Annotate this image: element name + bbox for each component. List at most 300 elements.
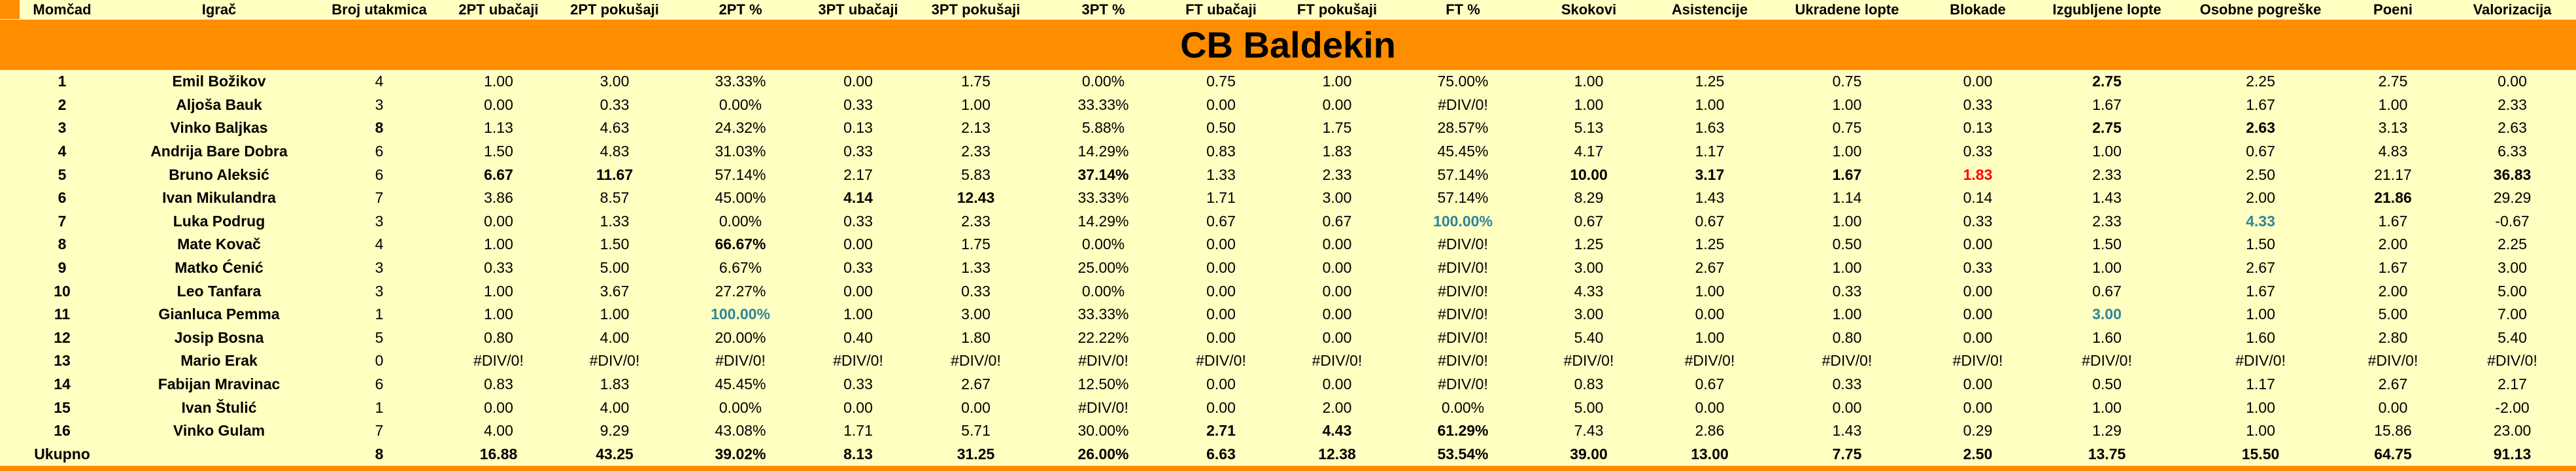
stat-cell[interactable]: 20.00% [715,328,766,346]
col-header-blokade[interactable]: Blokade [1925,0,2030,20]
col-header-momcad[interactable]: Momčad [0,0,124,20]
stat-cell[interactable]: #DIV/0! [1312,352,1363,370]
stat-cell[interactable]: 1.00 [1832,212,1862,230]
stat-cell[interactable]: 1.33 [1206,166,1236,183]
col-header-broj-utakmica[interactable]: Broj utakmica [314,0,445,20]
row-number[interactable]: 15 [54,398,71,416]
stat-cell[interactable]: 27.27% [715,282,766,300]
col-header-igrac[interactable]: Igrač [124,0,314,20]
stat-cell[interactable]: 1.25 [1574,236,1604,253]
stat-cell[interactable]: 23.00 [2493,422,2532,440]
stat-cell[interactable]: 0.67 [1695,212,1725,230]
stat-cell[interactable]: #DIV/0! [1438,328,1488,346]
stat-cell[interactable]: 0.00 [843,282,873,300]
stat-cell[interactable]: #DIV/0! [1563,352,1614,370]
stat-cell[interactable]: 2.25 [2498,236,2527,253]
stat-cell[interactable]: 2.17 [843,166,873,183]
stat-cell[interactable]: 4.00 [600,398,630,416]
stat-cell[interactable]: 1.13 [484,119,513,137]
stat-cell[interactable]: 13.00 [1691,445,1729,462]
stat-cell[interactable]: #DIV/0! [473,352,524,370]
stat-cell[interactable]: 0.00 [1695,398,1725,416]
col-header-ft-ubacaji[interactable]: FT ubačaji [1167,0,1275,20]
stat-cell[interactable]: 2.00 [2378,236,2408,253]
stat-cell[interactable]: 1.00 [1832,259,1862,277]
stat-cell[interactable]: 33.33% [1077,305,1129,323]
stat-cell[interactable]: 61.29% [1437,422,1489,440]
stat-cell[interactable]: 0.33 [961,282,991,300]
stat-cell[interactable]: 2.25 [2246,73,2275,90]
stat-cell[interactable]: 0.00 [843,398,873,416]
stat-cell[interactable]: 1.71 [1206,189,1236,207]
stat-cell[interactable]: 1.00 [2378,96,2408,113]
stat-cell[interactable]: #DIV/0! [1438,236,1488,253]
stat-cell[interactable]: 4 [375,236,384,253]
stat-cell[interactable]: #DIV/0! [1438,282,1488,300]
stat-cell[interactable]: 3.17 [1695,166,1725,183]
stat-cell[interactable]: 3 [375,282,384,300]
stat-cell[interactable]: #DIV/0! [2082,352,2132,370]
stat-cell[interactable]: 2.33 [961,212,991,230]
player-name[interactable]: Matko Ćenić [175,259,263,277]
stat-cell[interactable]: 1.00 [484,73,513,90]
stat-cell[interactable]: 53.54% [1437,445,1489,462]
row-number[interactable]: 14 [54,375,71,393]
stat-cell[interactable]: 1.33 [961,259,991,277]
stat-cell[interactable]: 5.00 [2378,305,2408,323]
stat-cell[interactable]: 0.00% [719,96,762,113]
stat-cell[interactable]: 1.00 [1695,282,1725,300]
stat-cell[interactable]: 0.83 [1206,143,1236,160]
stat-cell[interactable]: 45.00% [715,189,766,207]
stat-cell[interactable]: 1.25 [1695,73,1725,90]
stat-cell[interactable]: 3 [375,259,384,277]
stat-cell[interactable]: 4.83 [600,143,630,160]
stat-cell[interactable]: 0.00 [1206,282,1236,300]
stat-cell[interactable]: 33.33% [715,73,766,90]
stat-cell[interactable]: 57.14% [1437,189,1489,207]
stat-cell[interactable]: 2.63 [2498,119,2527,137]
stat-cell[interactable]: 0.00 [1322,96,1352,113]
row-number[interactable]: 2 [58,96,67,113]
stat-cell[interactable]: 6 [375,143,384,160]
stat-cell[interactable]: 0.33 [1832,282,1862,300]
stat-cell[interactable]: 1.29 [2092,422,2122,440]
stat-cell[interactable]: 0.75 [1832,73,1862,90]
stat-cell[interactable]: 5.00 [1574,398,1604,416]
stat-cell[interactable]: 75.00% [1437,73,1489,90]
stat-cell[interactable]: 7 [375,189,384,207]
stat-cell[interactable]: 0.00 [1963,282,1993,300]
stat-cell[interactable]: 10.00 [1570,166,1608,183]
stat-cell[interactable]: 2.00 [1322,398,1352,416]
stat-cell[interactable]: 0.33 [600,96,630,113]
stat-cell[interactable]: 1.80 [961,328,991,346]
stat-cell[interactable]: 1.75 [1322,119,1352,137]
stat-cell[interactable]: 4.43 [1322,422,1352,440]
stat-cell[interactable]: 14.29% [1077,143,1129,160]
stat-cell[interactable]: 0.33 [1963,259,1993,277]
stat-cell[interactable]: 0.00 [1963,73,1993,90]
stat-cell[interactable]: 0.75 [1832,119,1862,137]
stat-cell[interactable]: 3.00 [961,305,991,323]
stat-cell[interactable]: 4.33 [1574,282,1604,300]
stat-cell[interactable]: 0.67 [1574,212,1604,230]
stat-cell[interactable]: 0.80 [1832,328,1862,346]
stat-cell[interactable]: 5.00 [2498,282,2527,300]
stat-cell[interactable]: 1.67 [2378,212,2408,230]
stat-cell[interactable]: 1.43 [2092,189,2122,207]
stat-cell[interactable]: 15.86 [2374,422,2412,440]
stat-cell[interactable]: 0.50 [1206,119,1236,137]
stat-cell[interactable]: 1.00 [2092,143,2122,160]
stat-cell[interactable]: #DIV/0! [589,352,640,370]
stat-cell[interactable]: 0.00% [1081,236,1125,253]
stat-cell[interactable]: 1.00 [1574,96,1604,113]
stat-cell[interactable]: 1.67 [1832,166,1862,183]
stat-cell[interactable]: 33.33% [1077,189,1129,207]
stat-cell[interactable]: 0.75 [1206,73,1236,90]
stat-cell[interactable]: 6 [375,166,384,183]
stat-cell[interactable]: 7.75 [1832,445,1862,462]
stat-cell[interactable]: 21.86 [2374,189,2412,207]
stat-cell[interactable]: 3.00 [1322,189,1352,207]
stat-cell[interactable]: 64.75 [2374,445,2412,462]
stat-cell[interactable]: 0.00 [1322,282,1352,300]
col-header-osobne-pogreske[interactable]: Osobne pogreške [2184,0,2337,20]
stat-cell[interactable]: 28.57% [1437,119,1489,137]
col-header-2pt-ubacaji[interactable]: 2PT ubačaji [445,0,552,20]
col-header-asistencije[interactable]: Asistencije [1651,0,1769,20]
stat-cell[interactable]: 1.00 [1832,143,1862,160]
stat-cell[interactable]: 4.00 [600,328,630,346]
stat-cell[interactable]: 2.17 [2498,375,2527,393]
stat-cell[interactable]: 0.00 [1963,305,1993,323]
player-name[interactable]: Leo Tanfara [177,282,262,300]
team-banner[interactable]: CB Baldekin [0,20,2576,70]
player-name[interactable]: Luka Podrug [173,212,265,230]
stat-cell[interactable]: 0.00 [2498,73,2527,90]
stat-cell[interactable]: #DIV/0! [2367,352,2418,370]
stat-cell[interactable]: 1.00 [2246,398,2275,416]
col-header-ft-pct[interactable]: FT % [1399,0,1527,20]
col-header-2pt-pokusaji[interactable]: 2PT pokušaji [552,0,677,20]
stat-cell[interactable]: 33.33% [1077,96,1129,113]
stat-cell[interactable]: 4.14 [843,189,873,207]
stat-cell[interactable]: 3 [375,212,384,230]
row-number[interactable]: 13 [54,352,71,370]
player-name[interactable]: Gianluca Pemma [158,305,280,323]
stat-cell[interactable]: 1.50 [2246,236,2275,253]
stat-cell[interactable]: 100.00% [711,305,770,323]
stat-cell[interactable]: 1.83 [1322,143,1352,160]
stat-cell[interactable]: 36.83 [2493,166,2532,183]
stat-cell[interactable]: 24.32% [715,119,766,137]
stat-cell[interactable]: 100.00% [1433,212,1493,230]
stat-cell[interactable]: #DIV/0! [1078,398,1128,416]
stat-cell[interactable]: 66.67% [715,236,766,253]
stat-cell[interactable]: 30.00% [1077,422,1129,440]
stat-cell[interactable]: #DIV/0! [1438,305,1488,323]
stat-cell[interactable]: #DIV/0! [1952,352,2003,370]
row-number[interactable]: 6 [58,189,67,207]
stat-cell[interactable]: 1.83 [1963,166,1993,183]
stat-cell[interactable]: 7.43 [1574,422,1604,440]
player-name[interactable]: Andrija Bare Dobra [150,143,288,160]
stat-cell[interactable]: 1.63 [1695,119,1725,137]
stat-cell[interactable]: 6.33 [2498,143,2527,160]
stat-cell[interactable]: 1.00 [1832,305,1862,323]
stat-cell[interactable]: 1.25 [1695,236,1725,253]
stat-cell[interactable]: 1 [375,398,384,416]
stat-cell[interactable]: 11.67 [596,166,634,183]
stat-cell[interactable]: 0.67 [2246,143,2275,160]
row-number[interactable]: 3 [58,119,67,137]
stat-cell[interactable]: 8.57 [600,189,630,207]
stat-cell[interactable]: 0.00% [1441,398,1485,416]
stat-cell[interactable]: 0.00 [1206,375,1236,393]
stat-cell[interactable]: 1.75 [961,73,991,90]
stat-cell[interactable]: 45.45% [715,375,766,393]
col-header-3pt-pokusaji[interactable]: 3PT pokušaji [912,0,1040,20]
stat-cell[interactable]: 0.33 [843,375,873,393]
stat-cell[interactable]: 1.33 [600,212,630,230]
stat-cell[interactable]: 0.13 [1963,119,1993,137]
stat-cell[interactable]: 3.00 [1574,305,1604,323]
stat-cell[interactable]: 0.00 [1322,328,1352,346]
stat-cell[interactable]: 0.50 [2092,375,2122,393]
col-header-ft-pokusaji[interactable]: FT pokušaji [1275,0,1399,20]
stat-cell[interactable]: 3.00 [600,73,630,90]
stat-cell[interactable]: 0.67 [1206,212,1236,230]
stat-cell[interactable]: 8 [375,119,384,137]
stat-cell[interactable]: 25.00% [1077,259,1129,277]
row-number[interactable]: 8 [58,236,67,253]
player-name[interactable]: Mario Erak [180,352,258,370]
stat-cell[interactable]: 5.83 [961,166,991,183]
player-name[interactable]: Aljoša Bauk [176,96,262,113]
stat-cell[interactable]: 1.00 [1322,73,1352,90]
row-number[interactable]: 4 [58,143,67,160]
stat-cell[interactable]: 0.00 [2378,398,2408,416]
stat-cell[interactable]: 2.13 [961,119,991,137]
stat-cell[interactable]: 4.83 [2378,143,2408,160]
stat-cell[interactable]: 1.17 [2246,375,2275,393]
stat-cell[interactable]: 91.13 [2493,445,2532,462]
stat-cell[interactable]: 5.71 [961,422,991,440]
stat-cell[interactable]: #DIV/0! [1438,96,1488,113]
stat-cell[interactable]: 1.00 [1574,73,1604,90]
row-number[interactable]: 9 [58,259,67,277]
stat-cell[interactable]: 0.33 [843,259,873,277]
stat-cell[interactable]: 0.67 [1695,375,1725,393]
row-number[interactable]: 7 [58,212,67,230]
stat-cell[interactable]: #DIV/0! [1684,352,1735,370]
stat-cell[interactable]: 1.14 [1832,189,1862,207]
stat-cell[interactable]: 16.88 [479,445,518,462]
stat-cell[interactable]: #DIV/0! [1438,375,1488,393]
stat-cell[interactable]: 0.00% [1081,282,1125,300]
stat-cell[interactable]: 4.17 [1574,143,1604,160]
stat-cell[interactable]: 8.13 [843,445,873,462]
stat-cell[interactable]: 1.00 [2092,259,2122,277]
stat-cell[interactable]: 26.00% [1077,445,1129,462]
player-name[interactable]: Fabijan Mravinac [158,375,280,393]
stat-cell[interactable]: 1.75 [961,236,991,253]
stat-cell[interactable]: 1.67 [2378,259,2408,277]
stat-cell[interactable]: 1.83 [600,375,630,393]
player-name[interactable]: Ivan Mikulandra [162,189,276,207]
stat-cell[interactable]: 0.50 [1832,236,1862,253]
stat-cell[interactable]: 22.22% [1077,328,1129,346]
stat-cell[interactable]: 43.08% [715,422,766,440]
stat-cell[interactable]: 3 [375,96,384,113]
stat-cell[interactable]: 15.50 [2241,445,2280,462]
stat-cell[interactable]: 0.67 [1322,212,1352,230]
stat-cell[interactable]: 8 [375,445,384,462]
stat-cell[interactable]: 31.25 [957,445,995,462]
stat-cell[interactable]: 0.00 [484,212,513,230]
col-header-izgubljene-lopte[interactable]: Izgubljene lopte [2030,0,2184,20]
stat-cell[interactable]: 1.50 [2092,236,2122,253]
stat-cell[interactable]: #DIV/0! [1078,352,1128,370]
stat-cell[interactable]: 5.00 [600,259,630,277]
stat-cell[interactable]: 5.40 [2498,328,2527,346]
stat-cell[interactable]: 12.38 [1318,445,1356,462]
stat-cell[interactable]: 8.29 [1574,189,1604,207]
stat-cell[interactable]: 0.00 [484,398,513,416]
stat-cell[interactable]: 0.00 [484,96,513,113]
stat-cell[interactable]: 6.63 [1206,445,1236,462]
stat-cell[interactable]: 6 [375,375,384,393]
stat-cell[interactable]: 0.33 [484,259,513,277]
stat-cell[interactable]: 2.33 [2092,212,2122,230]
stat-cell[interactable]: #DIV/0! [1822,352,1873,370]
stat-cell[interactable]: 5 [375,328,384,346]
stat-cell[interactable]: 2.75 [2092,119,2122,137]
row-number[interactable]: 11 [54,305,71,323]
stat-cell[interactable]: 2.67 [2378,375,2408,393]
stat-cell[interactable]: 12.50% [1077,375,1129,393]
stat-cell[interactable]: -2.00 [2495,398,2530,416]
stat-cell[interactable]: 2.86 [1695,422,1725,440]
stat-cell[interactable]: 0.33 [843,96,873,113]
player-name[interactable]: Ivan Štulić [181,398,257,416]
stat-cell[interactable]: 0.00 [1963,236,1993,253]
stat-cell[interactable]: 4.33 [2246,212,2275,230]
stat-cell[interactable]: 31.03% [715,143,766,160]
stat-cell[interactable]: 0.00% [719,212,762,230]
stat-cell[interactable]: 1.00 [1695,96,1725,113]
col-header-poeni[interactable]: Poeni [2337,0,2449,20]
stat-cell[interactable]: 0.00 [1206,305,1236,323]
stat-cell[interactable]: 2.63 [2246,119,2275,137]
stat-cell[interactable]: 1.00 [1695,328,1725,346]
stat-cell[interactable]: 2.71 [1206,422,1236,440]
stat-cell[interactable]: #DIV/0! [2487,352,2537,370]
stat-cell[interactable]: 0.13 [843,119,873,137]
stat-cell[interactable]: 3.13 [2378,119,2408,137]
stat-cell[interactable]: 0.00 [1695,305,1725,323]
stat-cell[interactable]: 0.00 [1206,398,1236,416]
stat-cell[interactable]: 0.33 [1963,143,1993,160]
stat-cell[interactable]: 0.00 [1206,236,1236,253]
stat-cell[interactable]: 0 [375,352,384,370]
stat-cell[interactable]: 0.40 [843,328,873,346]
stat-cell[interactable]: 1.67 [2092,96,2122,113]
stat-cell[interactable]: 1.00 [2092,398,2122,416]
stat-cell[interactable]: 1.00 [2246,305,2275,323]
stat-cell[interactable]: 2.67 [2246,259,2275,277]
stat-cell[interactable]: 2.00 [2246,189,2275,207]
stat-cell[interactable]: 0.80 [484,328,513,346]
stat-cell[interactable]: 4.63 [600,119,630,137]
stat-cell[interactable]: 0.33 [843,143,873,160]
row-number[interactable]: 1 [58,73,67,90]
stat-cell[interactable]: 5.88% [1081,119,1125,137]
stat-cell[interactable]: 7 [375,422,384,440]
col-header-ukradene-lopte[interactable]: Ukradene lopte [1769,0,1925,20]
stat-cell[interactable]: 1.00 [484,282,513,300]
player-name[interactable]: Bruno Aleksić [169,166,269,183]
stat-cell[interactable]: 0.00 [1963,398,1993,416]
col-header-3pt-ubacaji[interactable]: 3PT ubačaji [804,0,912,20]
col-header-valorizacija[interactable]: Valorizacija [2449,0,2576,20]
stat-cell[interactable]: 6.67 [484,166,513,183]
stat-cell[interactable]: 57.14% [1437,166,1489,183]
stat-cell[interactable]: 0.00 [1206,259,1236,277]
stat-cell[interactable]: #DIV/0! [1438,352,1488,370]
stat-cell[interactable]: #DIV/0! [715,352,766,370]
stat-cell[interactable]: 39.02% [715,445,766,462]
stat-cell[interactable]: 1.00 [600,305,630,323]
stat-cell[interactable]: 0.00% [1081,73,1125,90]
stat-cell[interactable]: 0.00% [719,398,762,416]
stat-cell[interactable]: 2.67 [1695,259,1725,277]
stat-cell[interactable]: 3.00 [2498,259,2527,277]
stat-cell[interactable]: 4.00 [484,422,513,440]
stat-cell[interactable]: 2.33 [2498,96,2527,113]
stat-cell[interactable]: 39.00 [1570,445,1608,462]
player-name[interactable]: Josip Bosna [174,328,264,346]
player-name[interactable]: Vinko Gulam [173,422,265,440]
stat-cell[interactable]: 3.00 [2092,305,2122,323]
stat-cell[interactable]: 2.75 [2378,73,2408,90]
stat-cell[interactable]: 2.50 [2246,166,2275,183]
stat-cell[interactable]: 1.43 [1695,189,1725,207]
stat-cell[interactable]: 4 [375,73,384,90]
stat-cell[interactable]: 57.14% [715,166,766,183]
stat-cell[interactable]: #DIV/0! [1196,352,1246,370]
stat-cell[interactable]: 0.67 [2092,282,2122,300]
stat-cell[interactable]: 0.00 [1206,96,1236,113]
stat-cell[interactable]: 0.14 [1963,189,1993,207]
total-label[interactable]: Ukupno [34,445,90,462]
stat-cell[interactable]: 1.17 [1695,143,1725,160]
stat-cell[interactable]: 13.75 [2088,445,2126,462]
col-header-2pt-pct[interactable]: 2PT % [677,0,804,20]
stat-cell[interactable]: #DIV/0! [951,352,1001,370]
stat-cell[interactable]: 0.00 [843,236,873,253]
stat-cell[interactable]: 1.67 [2246,282,2275,300]
stat-cell[interactable]: 5.40 [1574,328,1604,346]
stat-cell[interactable]: 1.60 [2246,328,2275,346]
stat-cell[interactable]: 43.25 [596,445,634,462]
col-header-skokovi[interactable]: Skokovi [1527,0,1651,20]
stat-cell[interactable]: 0.00 [961,398,991,416]
stat-cell[interactable]: 1.50 [484,143,513,160]
stat-cell[interactable]: 0.00 [1322,236,1352,253]
